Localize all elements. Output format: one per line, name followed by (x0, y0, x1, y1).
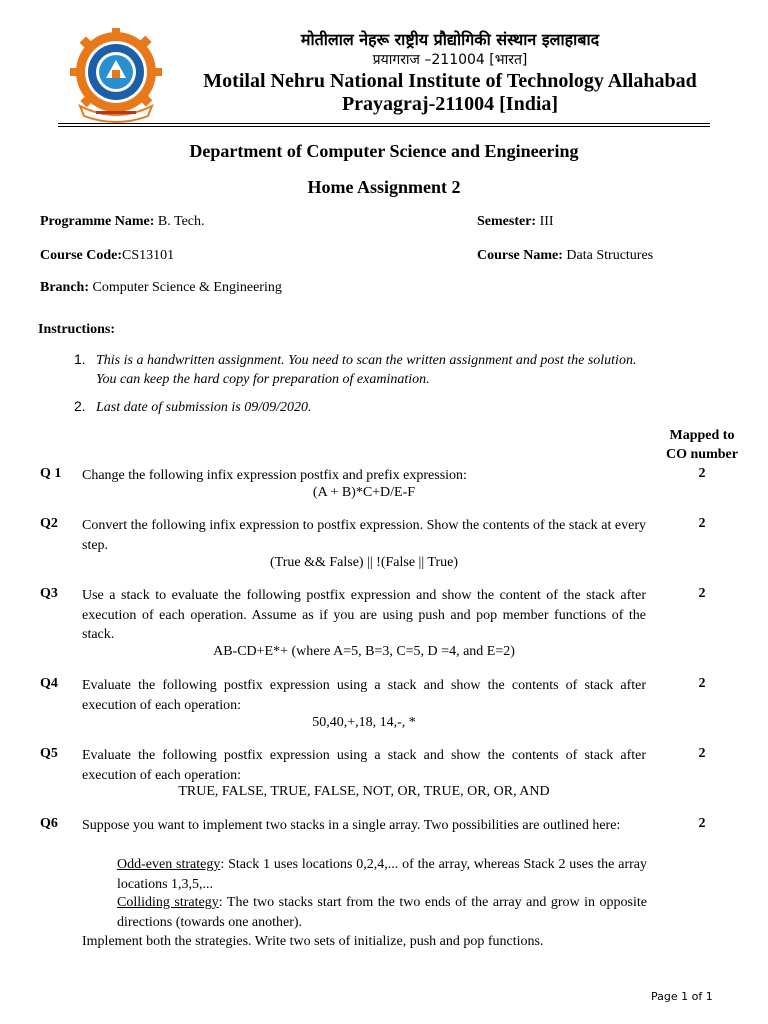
course-name-field (477, 248, 653, 264)
hindi-institute-title: मोतीलाल नेहरू राष्ट्रीय प्रौद्योगिकी संस्थान इलाहाबाद (300, 30, 600, 49)
instruction-line: This is a handwritten assignment. You need to scan the written assignment and post the solution. (96, 353, 637, 368)
strategy-name: Colliding strategy (117, 895, 219, 910)
programme-field (40, 214, 205, 230)
instruction-number: 1. (74, 351, 86, 367)
question-expression: (True && False) || !(False || True) (269, 555, 459, 570)
question-text: Evaluate the following postfix expression using a stack and show the contents of stack after execution of each operation: (82, 678, 646, 713)
course-code-label: Course Code: (40, 248, 123, 263)
question-label: Q3 (40, 586, 58, 601)
instruction-item (96, 398, 726, 417)
question-closing-text: Implement both the strategies. Write two sets of initialize, push and pop functions. (82, 934, 544, 949)
question-label: Q5 (40, 746, 58, 761)
question-expression: AB-CD+E*+ (where A=5, B=3, C=5, D =4, and E=2) (213, 644, 515, 659)
hindi-institute-location: प्रयागराज –211004 [भारत] (372, 52, 528, 68)
course-name-label: Course Name: (477, 248, 563, 263)
strategy-description: : The two stacks start from the two ends of the array and grow in opposite directions (towards one another). (117, 895, 647, 930)
question-co: 2 (698, 586, 706, 601)
mapped-co-header-line: Mapped to (669, 428, 735, 443)
strategy-name: Odd-even strategy (117, 857, 221, 872)
strategy-description: : Stack 1 uses locations 0,2,4,... of the array, whereas Stack 2 uses the array locations 1,3,5,... (117, 857, 647, 892)
question-label: Q6 (40, 816, 58, 831)
branch-value: Computer Science & Engineering (92, 280, 282, 295)
instructions-heading: Instructions: (38, 322, 116, 337)
department-title: Department of Computer Science and Engineering (189, 141, 579, 161)
question-label: Q4 (40, 676, 58, 691)
instruction-item (96, 351, 726, 389)
programme-value: B. Tech. (157, 214, 205, 229)
question-text: Change the following infix expression postfix and prefix expression: (82, 468, 467, 483)
programme-label: Programme Name: (40, 214, 155, 229)
course-code-field (40, 248, 174, 264)
branch-label: Branch: (40, 280, 89, 295)
question-expression: 50,40,+,18, 14,-, * (312, 715, 416, 730)
semester-field (477, 214, 554, 230)
question-text: Suppose you want to implement two stacks in a single array. Two possibilities are outlined here: (82, 818, 621, 833)
header-divider-second (58, 126, 710, 127)
strategy-colliding (117, 893, 647, 932)
mapped-co-header-line: CO number (666, 447, 738, 462)
instruction-line: You can keep the hard copy for preparation of examination. (96, 372, 430, 387)
question-label: Q2 (40, 516, 58, 531)
semester-label: Semester: (477, 214, 537, 229)
question-text: Convert the following infix expression to postfix expression. Show the contents of the stack at every step. (82, 518, 646, 553)
assignment-title: Home Assignment 2 (307, 177, 461, 197)
header-divider (58, 123, 710, 124)
question-text: Evaluate the following postfix expression using a stack and show the contents of stack after execution of each operation: (82, 748, 646, 783)
question-text: Use a stack to evaluate the following postfix expression and show the content of the stack after execution of each operation. Assume as if you are using push and pop member functions of the stack. (82, 588, 646, 642)
question-co: 2 (698, 746, 706, 761)
question-label: Q 1 (40, 466, 62, 481)
instruction-line: Last date of submission is 09/09/2020. (96, 400, 312, 415)
question-co: 2 (698, 466, 706, 481)
page-number: Page 1 of 1 (651, 990, 713, 1003)
question-co: 2 (698, 816, 706, 831)
mapped-co-header (656, 426, 748, 464)
branch-field (40, 280, 282, 296)
institute-location: Prayagraj-211004 [India] (341, 93, 559, 115)
question-expression: TRUE, FALSE, TRUE, FALSE, NOT, OR, TRUE, OR, OR, AND (178, 784, 550, 799)
institute-title: Motilal Nehru National Institute of Technology Allahabad (203, 70, 697, 92)
semester-value: III (539, 214, 554, 229)
question-co: 2 (698, 516, 706, 531)
question-expression: (A + B)*C+D/E-F (312, 485, 416, 500)
question-co: 2 (698, 676, 706, 691)
course-code-value: CS13101 (122, 248, 175, 263)
course-name-value: Data Structures (566, 248, 654, 263)
instruction-number: 2. (74, 398, 86, 414)
strategy-odd-even (117, 855, 647, 894)
institute-emblem-icon (68, 28, 164, 124)
